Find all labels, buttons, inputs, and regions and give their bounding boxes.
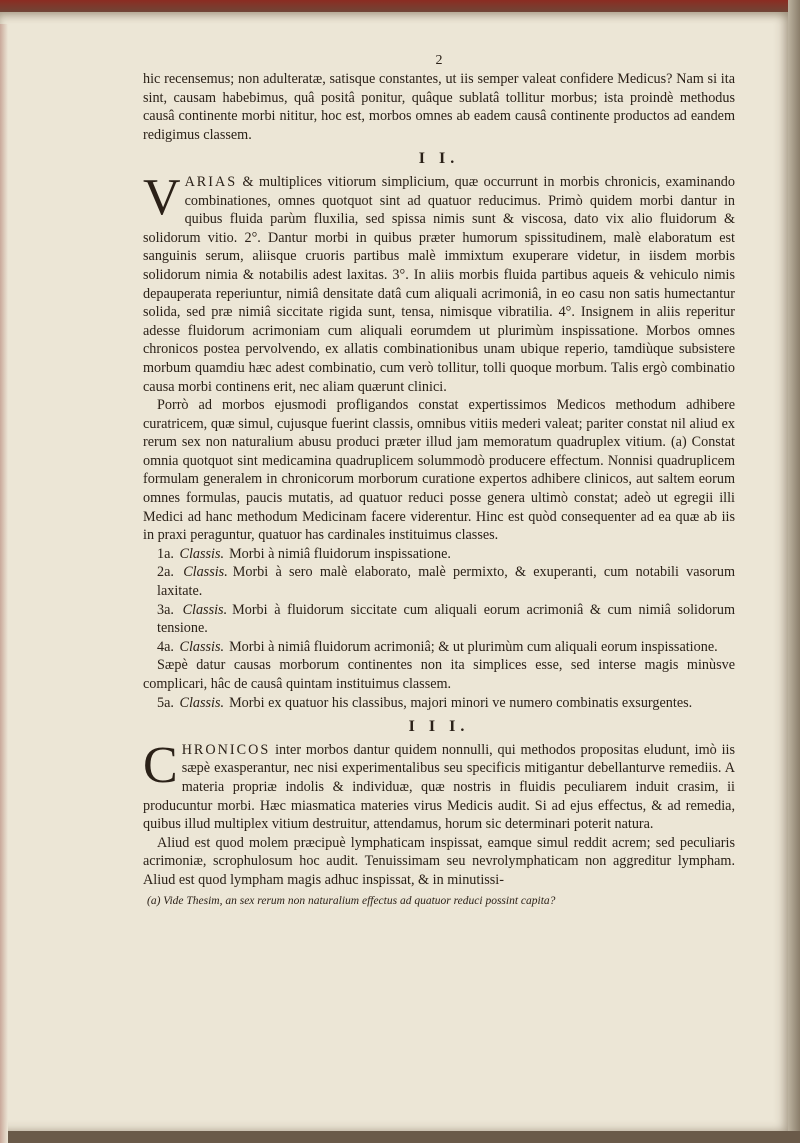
class-label: Classis. [183,564,228,581]
page-text [143,52,735,910]
class-number: 1a. [157,545,174,562]
class-label: Classis. [182,601,228,618]
section-heading-iii: I I I. [408,718,470,736]
section-iii-paragraph-2: Aliud est quod molem præcipuè lymphaticam inspissat, eamque simul reddit acrem; sed peculiaris acrimoniæ, scrophulosum hoc audit. Tenuissimam seu nevrolymphaticam non aggreditur lympham. Aliud est quod lympham magis adhuc inspissat, & in minutissi- [143,834,735,888]
class-item [143,545,735,564]
class-number: 4a. [157,638,174,655]
section-ii-paragraph-2: Porrò ad morbos ejusmodi profligandos constat expertissimos Medicos methodum adhibere curatricem, quæ simul, cujusque fuerint classis, omnibus vitiis mederi valeat; pariter constat nil aliud ex rerum sex non naturalium abusu produci præter illud jam memoratum quadruplex vitium. (a) Constat omnia quotquot sint medicamina quadruplicem solummodò producere effectum. Nonnisi quadruplicem formulam generalem in chronicorum morborum curatione expertos adhibere clinicos, aut saltem eorum omnes formulas, paucis mutatis, ad quatuor reduci posse genera ultimò constat; adeò ut egregii illi Medici ad hanc methodum Medicinam facere viderentur. Hinc est quòd consequenter ad ea quæ ab iis in praxi peraguntur, quatuor has cardinales instituimus classes. [143,397,735,544]
class-item [143,563,735,600]
signature-mark: 2 [435,53,443,68]
class-item [143,601,735,638]
dropcap-v: V [143,168,181,226]
dropcap-c: C [143,736,178,794]
class-item-5 [143,694,735,713]
class-number: 5a. [157,694,174,711]
class-text: Morbi à sero malè elaborato, malè permixto, & exuperanti, cum notabili vasorum laxitate. [157,564,736,600]
class-label: Classis. [179,638,225,655]
intro-paragraph: hic recensemus; non adulteratæ, satisque constantes, ut iis semper valeat confidere Medicus? Nam si ita sint, causam habebimus, quâ positâ ponitur, quâque sublatâ tollitur morbus; ista proindè methodus causâ continente morbi nititur, hoc est, morbos omnes ab eadem causâ continente productos ad eandem redigimus classem. [143,71,735,143]
class-text: Morbi à nimiâ fluidorum acrimoniâ; & ut plurimùm cum aliquali eorum inspissatione. [229,638,718,655]
section-ii-paragraph-3: Sæpè datur causas morborum continentes non ita simplices esse, sed interse magis minùsve complicari, hâc de causâ quintam instituimus classem. [143,657,735,692]
section-ii-paragraph-1 [143,168,735,396]
class-item [143,638,735,657]
class-label: Classis. [179,694,225,711]
lead-word: ARIAS [184,173,238,190]
paragraph-body: inter morbos dantur quidem nonnulli, qui methodos propositas eludunt, imò iis sæpè exasperantur, nec nisi experimentalibus seu specificis mitigantur debellanturve remediis. A materia propriæ indolis & individuæ, quæ nostris in fluidis peculiarem induit crasim, ii producuntur morbi. Hæc miasmatica materies virus Medicis audit. Si ad ejus effectus, & ad remedia, quibus illud multiplex vitium destruitur, attendamus, horum sic determinari poterit natura. [143,741,735,833]
page-left-edge [0,24,8,1143]
class-text: Morbi à nimiâ fluidorum inspissatione. [229,545,451,562]
class-number: 3a. [157,601,174,618]
section-iii-paragraph-1 [143,736,735,834]
page-right-edge [788,0,800,1131]
lead-word: HRONICOS [181,741,271,758]
paragraph-body: & multiplices vitiorum simplicium, quæ occurrunt in morbis chronicis, examinando combinationes, omnes quotquot sint ad quatuor reducimus. Primò quidem morbi dantur in quibus fluida parùm fluxilia, sed spissa nimis sunt & viscosa, dato vix alio fluidorum & solidorum vitio. 2°. Dantur morbi in quibus præter humorum spissitudinem, malè elaboratum est sanguinis serum, aliisque cruoris partibus malè immixtum exuperare videtur, in iisdem morbis solidorum nimia & notabilis adest laxitas. 3°. In aliis morbis fluida partibus aqueis & vehiculo nimis depauperata reperiuntur, nimiâ densitate datâ cum aliquali acrimoniâ, in eo casu non satis humectantur solida, sed præ nimiâ siccitate rigida sunt, tensa, nimisque vibratilia. 4°. Insignem in aliis reperitur adesse fluidorum acrimoniam cum aliquali eorumdem ut plurimùm inspissatione. Morbos omnes chronicos postea pervolvendo, ex allatis combinationibus unam ubique reperio, tamdiùque subsistere morbum quamdiu hæc adest combinatio, cum verò tollitur, tolli quoque morbum. Talis ergò combinatio causa morbi continens erit, nec aliam quærunt clinici. [143,173,735,395]
footnote: (a) Vide Thesim, an sex rerum non naturalium effectus ad quatuor reduci possint capita? [147,894,556,907]
class-number: 2a. [157,564,174,581]
section-heading-ii: I I. [418,150,460,168]
class-label: Classis. [179,545,225,562]
class-text: Morbi à fluidorum siccitate cum aliquali eorum acrimoniâ & cum nimiâ solidorum tensione. [157,601,735,637]
class-text: Morbi ex quatuor his classibus, majori minori ve numero combinatis exsurgentes. [229,694,693,711]
classes-list [143,545,735,657]
